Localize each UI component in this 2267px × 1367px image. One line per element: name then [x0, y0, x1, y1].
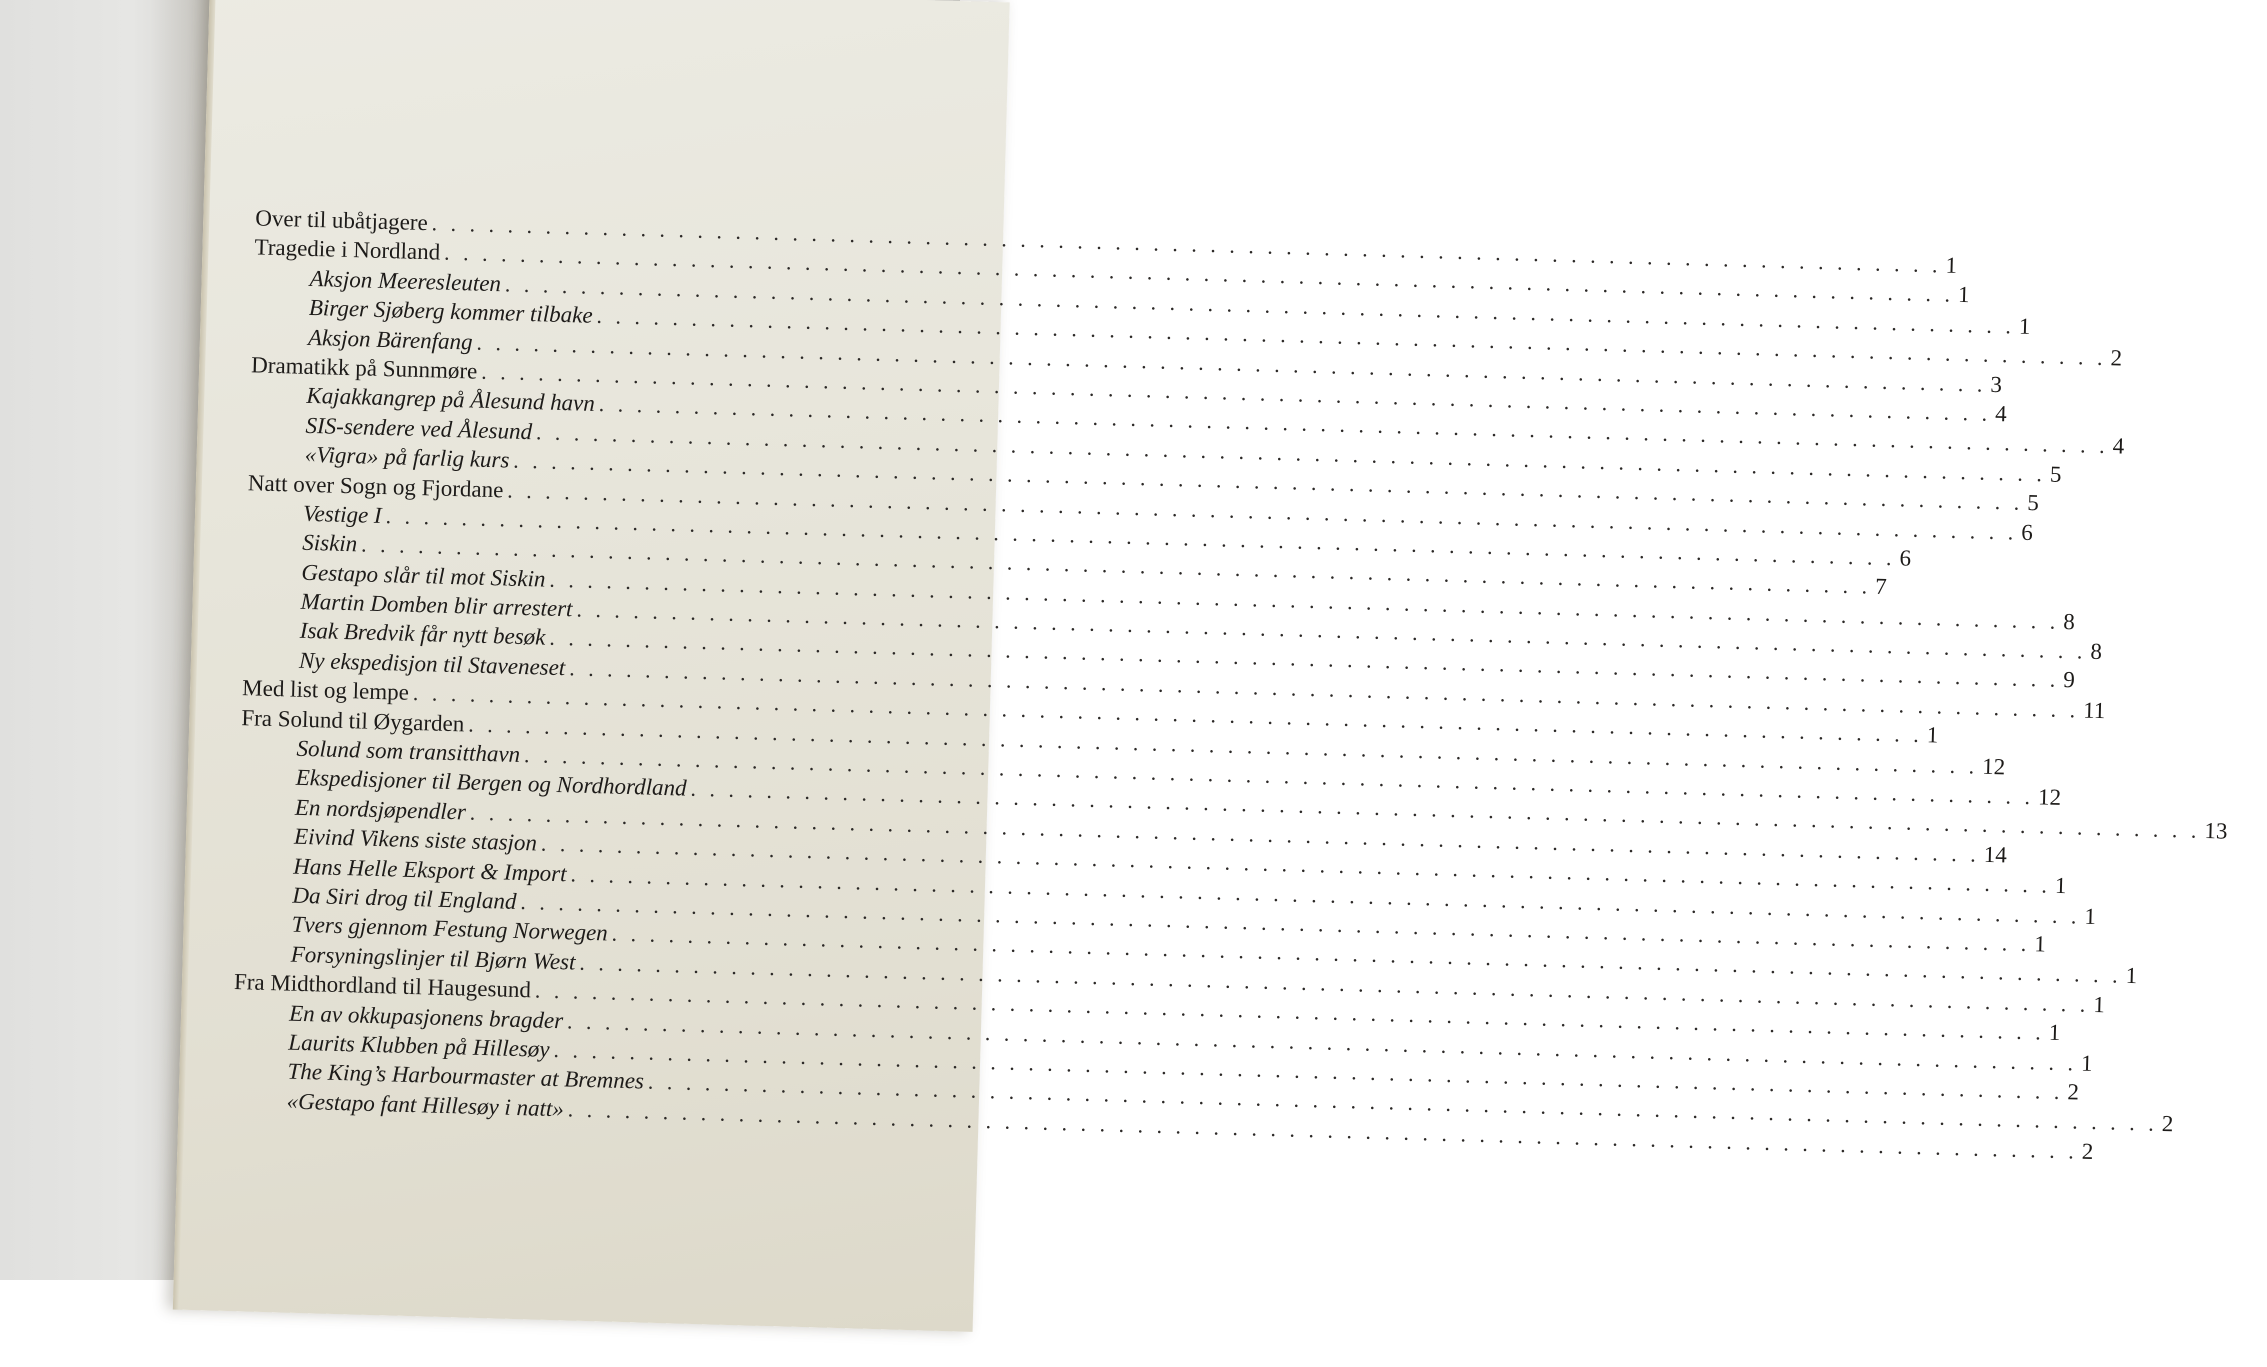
toc-entry-title: Da Siri drog til England: [292, 882, 517, 914]
toc-entry-title: Birger Sjøberg kommer tilbake: [308, 295, 593, 328]
toc-entry-page: 1: [2125, 963, 2138, 989]
toc-entry-page: 7: [1874, 574, 1888, 600]
toc-entry-page: 4: [2112, 433, 2125, 459]
book-page: [173, 0, 2228, 1332]
toc-entry-title: Solund som transitthavn: [296, 735, 521, 767]
toc-entry-page: 1: [1957, 282, 1970, 308]
toc-entry-title: Kajakkangrep på Ålesund havn: [306, 383, 596, 417]
toc-entry-title: «Vigra» på farlig kurs: [304, 441, 510, 473]
toc-entry-page: 2: [2161, 1111, 2174, 1137]
toc-entry-title: Dramatikk på Sunnmøre: [250, 352, 478, 384]
toc-entry-page: 1: [2080, 1050, 2093, 1076]
toc-entry-page: 1: [2093, 991, 2106, 1018]
toc-entry-title: Isak Bredvik får nytt besøk: [299, 618, 546, 651]
toc-entry-title: Fra Midthordland til Haugesund: [233, 969, 532, 1003]
toc-entry-title: Ekspedisjoner til Bergen og Nordhordland: [295, 765, 687, 802]
toc-entry-title: Fra Solund til Øygarden: [241, 704, 465, 737]
toc-entry-page: 1: [2084, 903, 2097, 929]
toc-entry-title: Tvers gjennom Festung Norwegen: [291, 912, 609, 946]
toc-entry-title: Tragedie i Nordland: [254, 234, 441, 265]
toc-entry-page: 2: [2081, 1138, 2094, 1164]
toc-entry-title: Natt over Sogn og Fjordane: [247, 469, 504, 502]
toc-entry-title: Siskin: [301, 530, 358, 557]
toc-entry-page: 2: [2110, 345, 2123, 371]
toc-entry-page: 9: [2063, 667, 2076, 693]
toc-entry-page: 1: [2018, 313, 2031, 339]
toc-entry-page: 13: [2204, 818, 2228, 845]
toc-entry-page: 1: [1926, 722, 1939, 748]
toc-entry-page: 6: [2020, 519, 2034, 545]
toc-entry-page: 2: [2067, 1079, 2080, 1105]
toc-entry-page: 5: [2026, 490, 2040, 516]
toc-entry-title: Eivind Vikens siste stasjon: [293, 823, 538, 856]
toc-entry-title: «Gestapo fant Hillesøy i natt»: [286, 1088, 565, 1122]
toc-entry-page: 1: [2054, 873, 2067, 899]
table-of-contents: [230, 205, 2228, 1164]
toc-entry-page: 14: [1983, 841, 2008, 868]
toc-entry-page: 8: [2090, 638, 2103, 665]
toc-entry-page: 12: [2037, 784, 2062, 811]
toc-entry-page: 5: [2049, 461, 2062, 487]
toc-entry-title: Med list og lempe: [241, 675, 410, 706]
toc-entry-title: Gestapo slår til mot Siskin: [301, 559, 546, 592]
toc-entry-page: 8: [2063, 608, 2076, 635]
toc-entry-title: Vestige I: [302, 500, 383, 528]
toc-entry-page: 12: [1981, 753, 2006, 780]
toc-entry-title: Hans Helle Eksport & Import: [292, 853, 567, 886]
toc-entry-title: Ny ekspedisjon til Staveneset: [298, 647, 566, 681]
toc-entry-title: The King’s Harbourmaster at Bremnes: [287, 1058, 645, 1094]
toc-entry-page: 1: [1945, 252, 1958, 278]
toc-entry-title: Laurits Klubben på Hillesøy: [288, 1029, 550, 1062]
toc-entry-title: En nordsjøpendler: [294, 794, 467, 825]
toc-entry-title: En av okkupasjonens bragder: [288, 1000, 564, 1033]
toc-entry-page: 3: [1990, 371, 2003, 397]
toc-entry-page: 11: [2082, 697, 2106, 724]
toc-entry-title: Over til ubåtjagere: [255, 205, 429, 236]
toc-entry-title: SIS-sendere ved Ålesund: [305, 412, 533, 444]
toc-entry-page: 1: [2034, 931, 2047, 957]
toc-entry-page: 4: [1994, 400, 2008, 427]
toc-entry-title: Aksjon Meeresleuten: [309, 265, 502, 297]
toc-entry-page: 1: [2048, 1019, 2061, 1046]
toc-entry-title: Aksjon Bärenfang: [307, 324, 473, 355]
toc-entry-title: Martin Domben blir arrestert: [300, 588, 573, 622]
toc-entry-title: Forsyningslinjer til Bjørn West: [290, 941, 576, 975]
toc-entry-page: 6: [1899, 545, 1912, 571]
